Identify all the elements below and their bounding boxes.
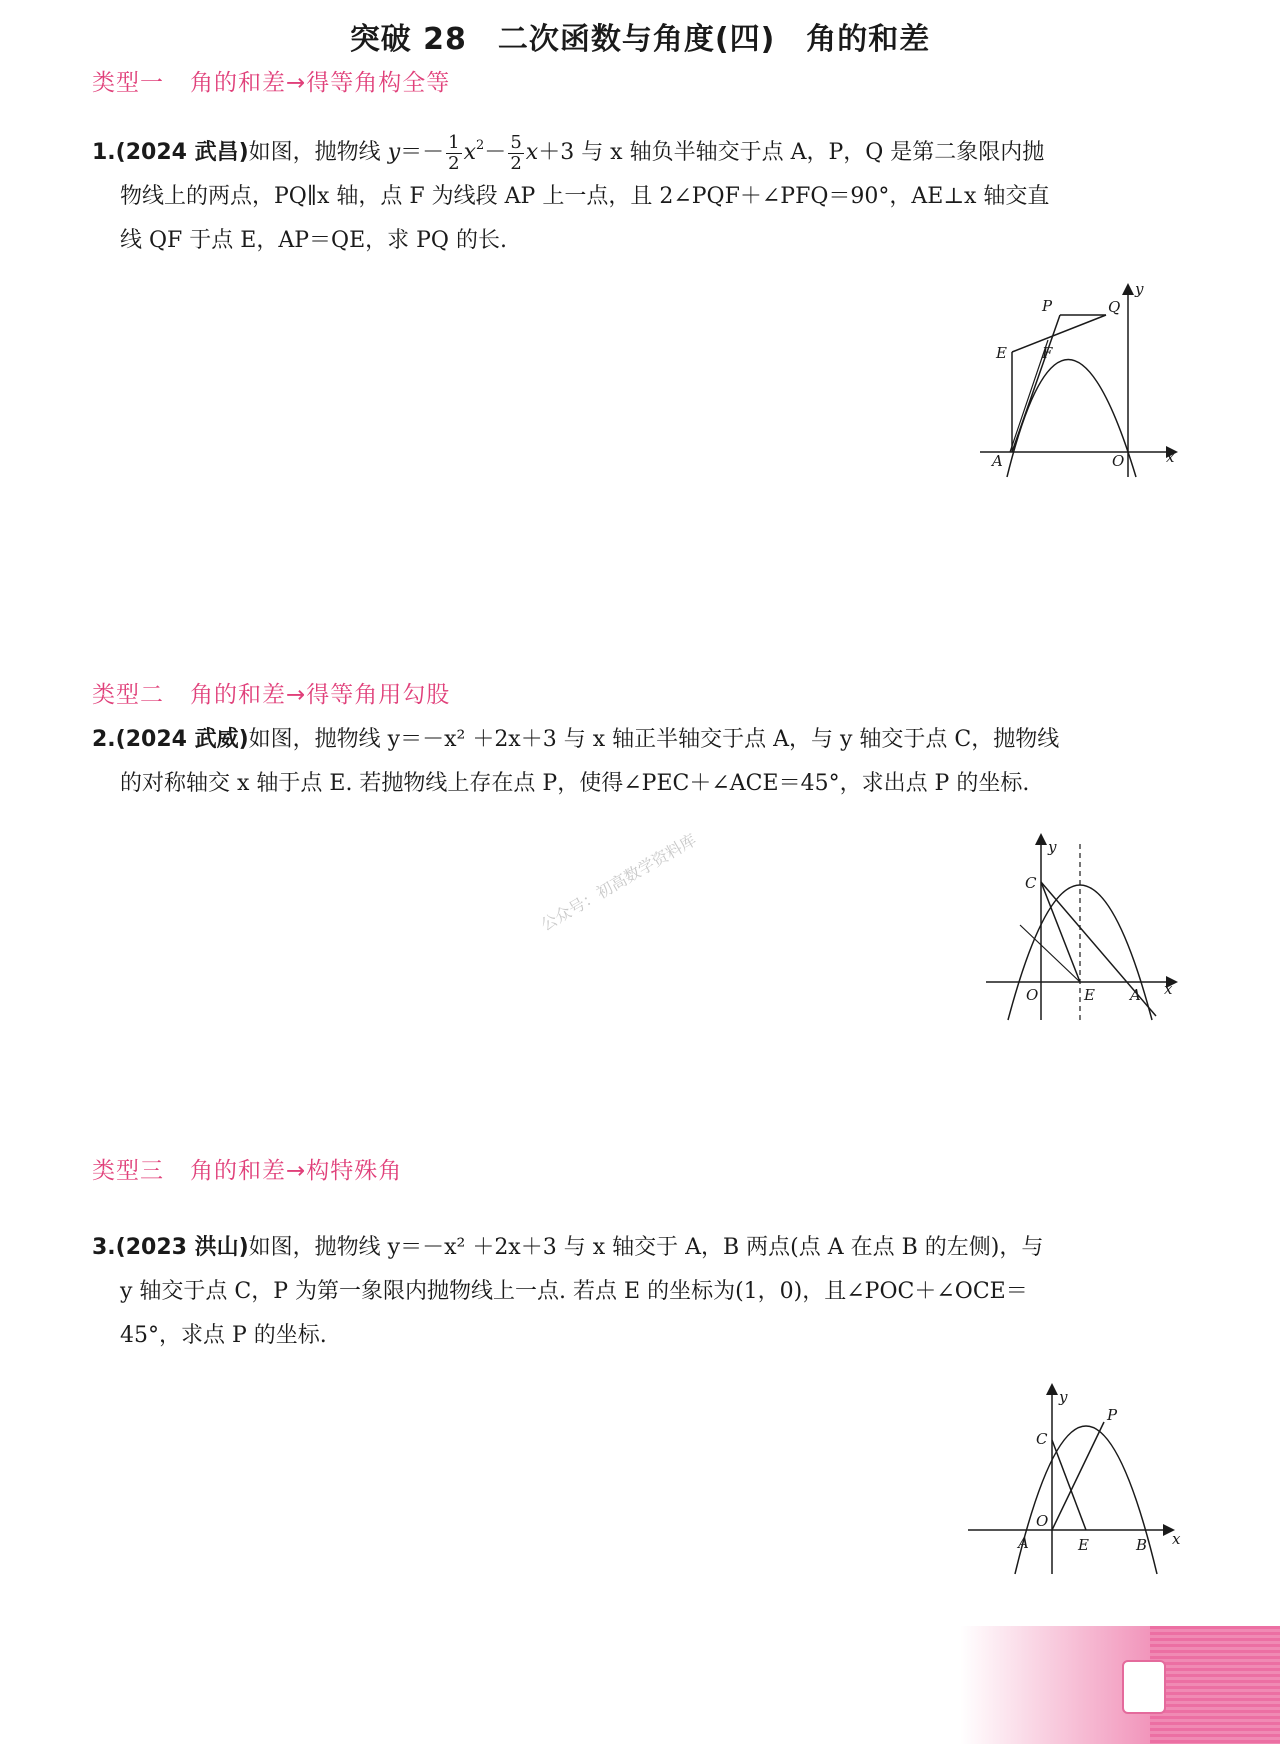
problem-1-line-2: 物线上的两点，PQ∥x 轴，点 F 为线段 AP 上一点，且 2∠PQF＋∠PFQ＝90°，AE⊥x 轴交直 (120, 184, 1050, 209)
label-y: y (1048, 838, 1057, 856)
label-E: E (1084, 986, 1095, 1004)
label-x: x (1164, 980, 1173, 998)
label-A: A (1130, 986, 1141, 1004)
problem-3-source: (2023 洪山) (115, 1235, 249, 1260)
figure-3 (960, 1380, 1190, 1580)
problem-2-line-2: 的对称轴交 x 轴于点 E. 若抛物线上存在点 P，使得∠PEC＋∠ACE＝45°，求出点 P 的坐标. (120, 771, 1030, 796)
label-C: C (1025, 874, 1037, 892)
watermark: 公众号：初高数学资料库 (537, 830, 700, 935)
section-2-heading (92, 676, 450, 709)
problem-1-text-a: 如图，抛物线 (248, 140, 381, 165)
section-3-type-text: 角的和差→构特殊角 (190, 1158, 403, 1184)
problem-1 (92, 124, 1182, 263)
problem-1-eq-x2: x (525, 140, 539, 165)
problem-1-source: (2024 武昌) (115, 140, 249, 165)
label-y: y (1059, 1388, 1068, 1406)
label-A: A (1018, 1534, 1029, 1552)
segment-CE (1052, 1440, 1086, 1530)
problem-1-eq-y: y (387, 140, 401, 165)
problem-3-text-1: 如图，抛物线 y＝－x² ＋2x＋3 与 x 轴交于 A，B 两点(点 A 在点 B 的左侧)，与 (248, 1235, 1044, 1260)
label-F: F (1042, 344, 1053, 362)
label-y: y (1135, 282, 1144, 298)
problem-2-number: 2. (92, 727, 116, 752)
frac-2-numerator: 5 (510, 131, 522, 153)
frac-1-denominator: 2 (448, 152, 460, 174)
footer-band (1150, 1626, 1280, 1744)
problem-2-text-1: 如图，抛物线 y＝－x² ＋2x＋3 与 x 轴正半轴交于点 A，与 y 轴交于点 C，抛物线 (248, 727, 1060, 752)
section-3-heading (92, 1152, 402, 1185)
label-x: x (1172, 1530, 1181, 1548)
label-P: P (1042, 297, 1053, 315)
problem-1-line-1 (92, 124, 1182, 175)
problem-1-text-b: 与 x 轴负半轴交于点 A，P，Q 是第二象限内抛 (581, 140, 1045, 165)
problem-3-line-2: y 轴交于点 C，P 为第一象限内抛物线上一点. 若点 E 的坐标为(1，0)，且∠POC＋∠OCE＝ (120, 1279, 1028, 1304)
label-C: C (1036, 1430, 1048, 1448)
label-E: E (996, 344, 1007, 362)
section-1-type-label: 类型一 (92, 70, 164, 96)
segment-CE (1041, 882, 1080, 982)
label-E: E (1078, 1536, 1089, 1554)
problem-1-fraction-1 (446, 133, 461, 174)
section-2-type-text: 角的和差→得等角用勾股 (190, 682, 451, 708)
label-O: O (1036, 1512, 1049, 1530)
label-P: P (1107, 1406, 1118, 1424)
label-B: B (1136, 1536, 1148, 1554)
label-A: A (992, 452, 1003, 470)
frac-2-denominator: 2 (510, 152, 522, 174)
problem-2 (92, 718, 1182, 806)
frac-1-numerator: 1 (448, 131, 460, 153)
page-number-tab (1122, 1660, 1166, 1714)
problem-1-line-3: 线 QF 于点 E，AP＝QE，求 PQ 的长. (120, 228, 507, 253)
problem-3 (92, 1226, 1182, 1358)
label-O: O (1112, 452, 1125, 470)
problem-1-eq-plus3: ＋3 (538, 140, 575, 165)
section-3-type-label: 类型三 (92, 1158, 164, 1184)
problem-1-eq-x: x (463, 140, 477, 165)
section-1-heading (92, 64, 450, 97)
problem-3-line-3: 45°，求点 P 的坐标. (120, 1323, 327, 1348)
problem-2-source: (2024 武威) (115, 727, 249, 752)
problem-2-line-1 (92, 718, 1182, 762)
problem-1-eq-square: 2 (476, 138, 485, 153)
problem-1-number: 1. (92, 140, 116, 165)
line-EQ (1012, 315, 1106, 352)
section-2-type-label: 类型二 (92, 682, 164, 708)
section-1-type-text: 角的和差→得等角构全等 (190, 70, 451, 96)
figure-2 (980, 830, 1180, 1030)
problem-3-number: 3. (92, 1235, 116, 1260)
figure-1 (980, 282, 1200, 482)
problem-1-fraction-2 (508, 133, 523, 174)
label-O: O (1026, 986, 1039, 1004)
segment-OP (1052, 1422, 1104, 1530)
page-title: 突破 28 二次函数与角度(四) 角的和差 (349, 22, 931, 57)
label-Q: Q (1108, 298, 1121, 316)
problem-1-eq-eq: ＝－ (400, 140, 445, 165)
problem-1-eq-minus: － (484, 140, 507, 165)
label-x: x (1166, 448, 1175, 466)
problem-3-line-1 (92, 1226, 1182, 1270)
